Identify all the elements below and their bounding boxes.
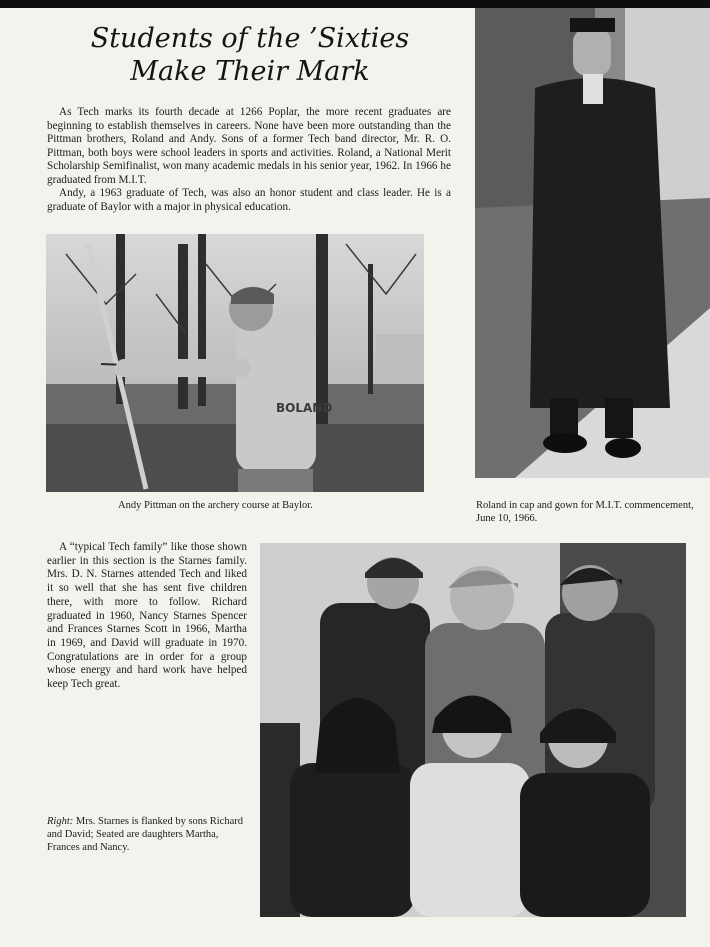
page-top-border [0,0,710,8]
intro-text [47,106,451,214]
graduation-photo [475,8,710,478]
page-title [60,22,440,88]
archery-photo [46,234,424,492]
graduation-caption: Roland in cap and gown for M.I.T. commencement, June 10, 1966. [476,500,694,524]
starnes-paragraph: A “typical Tech family” like those shown earlier in this section is the Starnes family. Mrs. D. N. Starnes attended Tech and liked it so well that she has sent five children there, with more to follow. Richard graduated in 1960, Nancy Starnes Spencer and Frances Starnes Scott in 1966, Martha in 1969, and David will graduate in 1970. Congratulations are in order for a group whose energy and hard work have helped keep Tech great. [47,541,247,691]
intro-paragraph-1: As Tech marks its fourth decade at 1266 Poplar, the more recent graduates are beginning to establish themselves in careers. None have been more outstanding than the Pittman brothers, Roland and Andy. Sons of a former Tech band director, Mr. R. O. Pittman, both boys were school leaders in sports and activities. Roland, a National Merit Scholarship Semifinalist, won many academic medals in his senior year, 1962. In 1966 he graduated from M.I.T. [47,106,451,186]
family-photo [260,543,686,917]
starnes-family-text [47,541,247,692]
family-caption [47,815,247,854]
family-caption-label: Right: [47,816,74,827]
title-line-1: Students of the ’Sixties [90,23,410,54]
archery-caption: Andy Pittman on the archery course at Baylor. [118,500,313,511]
intro-paragraph-2: Andy, a 1963 graduate of Tech, was also an honor student and class leader. He is a graduate of Baylor with a major in physical education. [47,187,451,213]
title-line-2: Make Their Mark [130,56,370,87]
family-caption-text: Mrs. Starnes is flanked by sons Richard and David; Seated are daughters Martha, Frances and Nancy. [47,816,243,853]
shirt-lettering: BOLAND [276,401,333,415]
